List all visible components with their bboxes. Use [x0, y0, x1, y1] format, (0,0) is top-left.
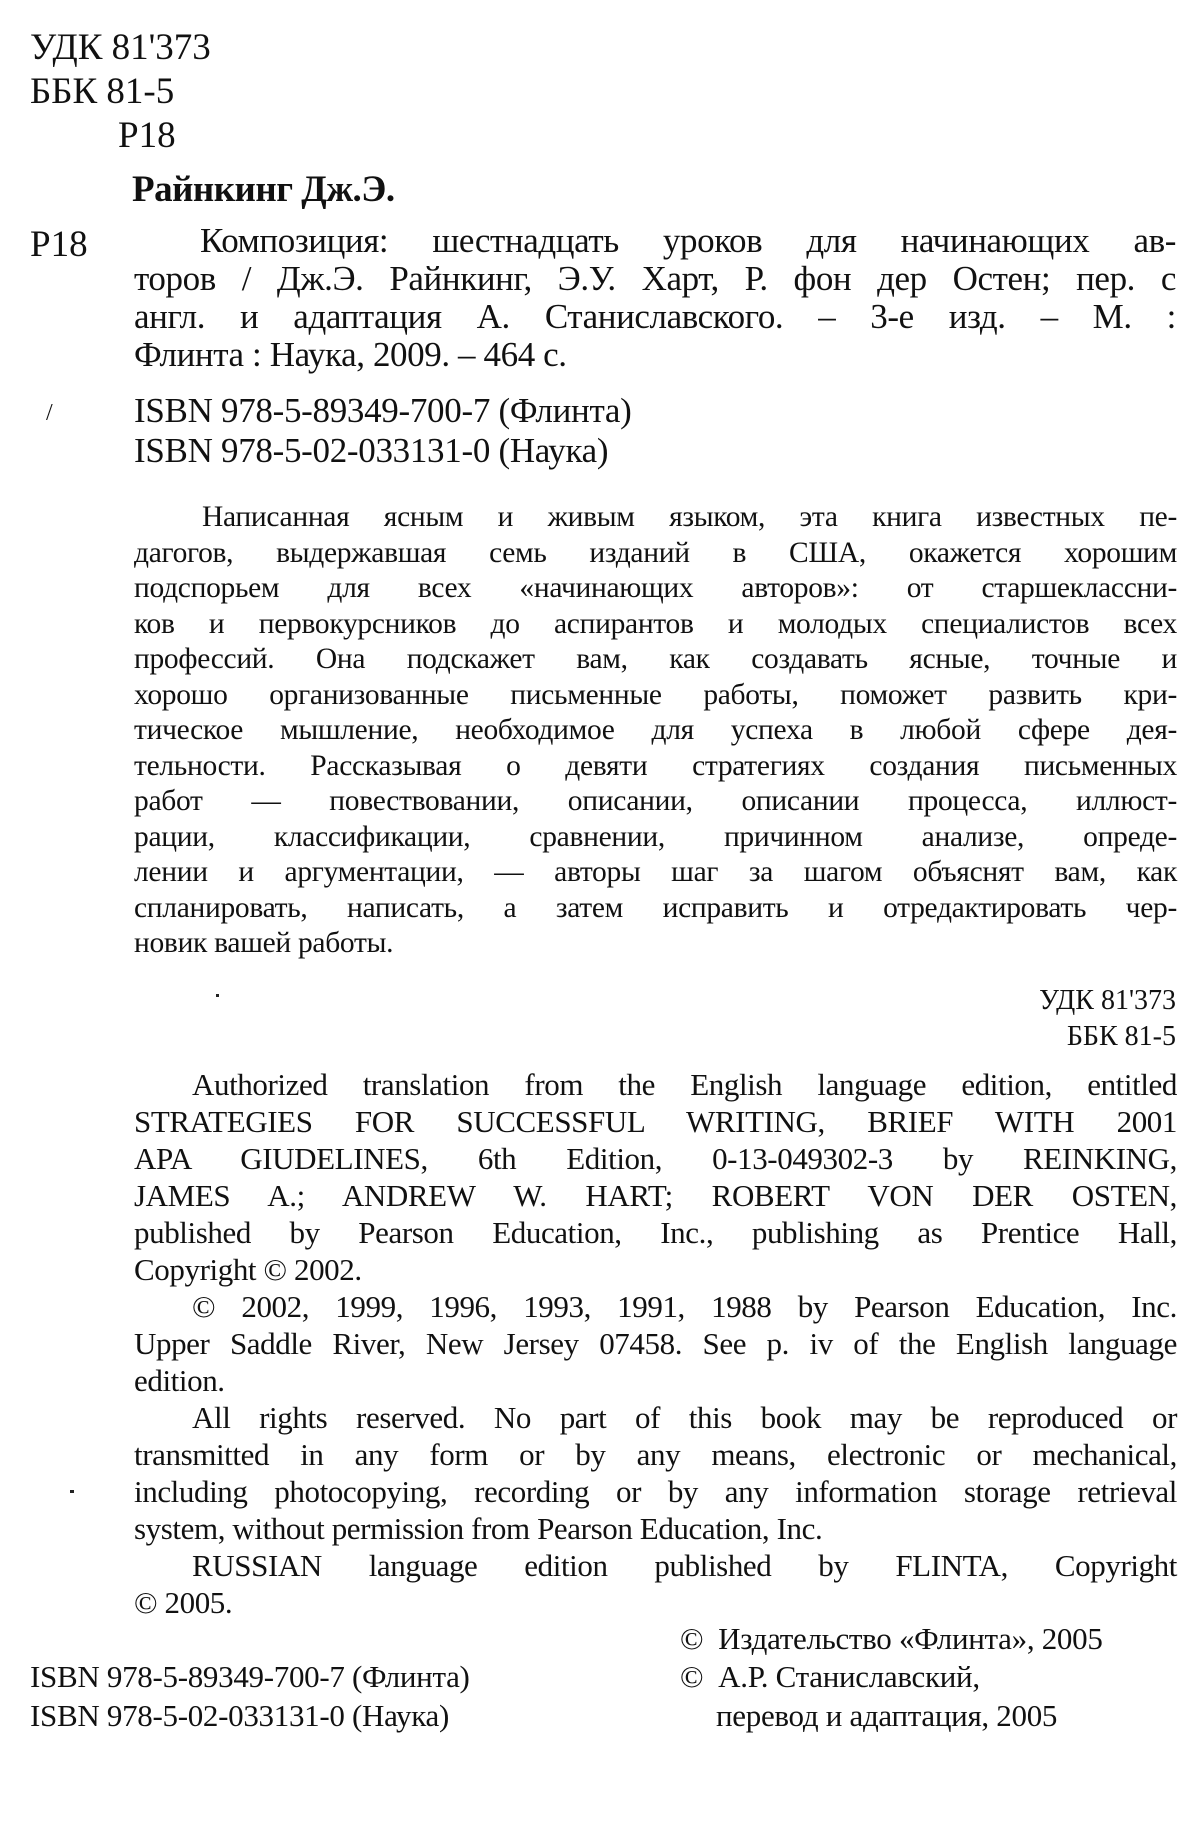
classification-bbk: ББК 81-5: [1066, 1021, 1176, 1052]
record-line: торов / Дж.Э. Райнкинг, Э.У. Харт, Р. фон дер Остен; пер. с: [134, 259, 1176, 298]
annotation: [134, 500, 1177, 962]
annotation-line: Написанная ясным и живым языком, эта книга известных пе-: [202, 501, 1177, 533]
scan-speck: [216, 994, 219, 997]
bibliographic-record: [134, 222, 1176, 374]
author-heading: Райнкинг Дж.Э.: [132, 169, 395, 210]
notice-line: RUSSIAN language edition published by FLINTA, Copyright: [192, 1548, 1177, 1583]
notice-line: system, without permission from Pearson Education, Inc.: [134, 1511, 823, 1546]
notice-line: Upper Saddle River, New Jersey 07458. See p. iv of the English language: [134, 1326, 1177, 1361]
notice-line: © 2002, 1999, 1996, 1993, 1991, 1988 by Pearson Education, Inc.: [192, 1289, 1177, 1324]
notice-line: APA GIUDELINES, 6th Edition, 0-13-049302-3 by REINKING,: [134, 1141, 1177, 1176]
notice-line: STRATEGIES FOR SUCCESSFUL WRITING, BRIEF WITH 2001: [134, 1104, 1177, 1139]
notice-line: Authorized translation from the English language edition, entitled: [192, 1067, 1177, 1102]
notice-line: edition.: [134, 1363, 225, 1398]
annotation-line: спланировать, написать, а затем исправить и отредактировать чер-: [134, 891, 1177, 924]
annotation-line: хорошо организованные письменные работы, поможет развить кри-: [134, 678, 1177, 711]
notice-line: © 2005.: [134, 1585, 233, 1620]
annotation-line: дагогов, выдержавшая семь изданий в США, окажется хорошим: [134, 536, 1177, 569]
footer-copyright-flinta: © Издательство «Флинта», 2005: [680, 1621, 1103, 1656]
annotation-line: профессий. Она подскажет вам, как создавать ясные, точные и: [134, 643, 1177, 675]
footer-isbn-flinta: ISBN 978-5-89349-700-7 (Флинта): [30, 1659, 470, 1694]
annotation-line: тическое мышление, необходимое для успеха в любой сфере дея-: [134, 714, 1177, 746]
annotation-line: подспорьем для всех «начинающих авторов»: от старшеклассни-: [134, 572, 1177, 604]
annotation-line: работ — повествовании, описании, описании процесса, иллюст-: [134, 785, 1177, 817]
footer-isbn-nauka: ISBN 978-5-02-033131-0 (Наука): [30, 1698, 449, 1733]
annotation-line: тельности. Рассказывая о девяти стратегиях создания письменных: [134, 749, 1177, 782]
record-line: англ. и адаптация А. Станиславского. – 3-е изд. – М. :: [134, 297, 1176, 336]
record-isbn-flinta: ISBN 978-5-89349-700-7 (Флинта): [134, 391, 632, 430]
notice-line: published by Pearson Education, Inc., publishing as Prentice Hall,: [134, 1215, 1177, 1250]
record-isbn-nauka: ISBN 978-5-02-033131-0 (Наука): [134, 431, 609, 470]
header-udk: УДК 81'373: [30, 27, 211, 68]
record-side-code: Р18: [30, 224, 88, 265]
notice-line: transmitted in any form or by any means, electronic or mechanical,: [134, 1437, 1177, 1472]
annotation-line: ков и первокурсников до аспирантов и молодых специалистов всех: [134, 607, 1177, 640]
notice-line: All rights reserved. No part of this book may be reproduced or: [192, 1400, 1177, 1435]
header-code: Р18: [118, 115, 176, 156]
scan-speck: /: [46, 400, 53, 426]
header-bbk: ББК 81-5: [30, 71, 175, 112]
annotation-line: рации, классификации, сравнении, причинном анализе, опреде-: [134, 820, 1177, 853]
notice-line: Copyright © 2002.: [134, 1252, 362, 1287]
annotation-line: лении и аргументации, — авторы шаг за шагом объяснят вам, как: [134, 856, 1177, 888]
annotation-line: новик вашей работы.: [134, 927, 394, 959]
footer-copyright-translator: © А.Р. Станиславский,: [680, 1659, 980, 1694]
classification-udk: УДК 81'373: [1039, 985, 1176, 1016]
record-line: Флинта : Наука, 2009. – 464 с.: [134, 335, 567, 374]
record-line: Композиция: шестнадцать уроков для начинающих ав-: [200, 221, 1176, 260]
english-notice: [134, 1066, 1177, 1621]
footer-translator-note: перевод и адаптация, 2005: [716, 1698, 1058, 1733]
scan-speck: [70, 1490, 74, 1493]
notice-line: including photocopying, recording or by any information storage retrieval: [134, 1474, 1177, 1509]
notice-line: JAMES A.; ANDREW W. HART; ROBERT VON DER OSTEN,: [134, 1178, 1177, 1213]
